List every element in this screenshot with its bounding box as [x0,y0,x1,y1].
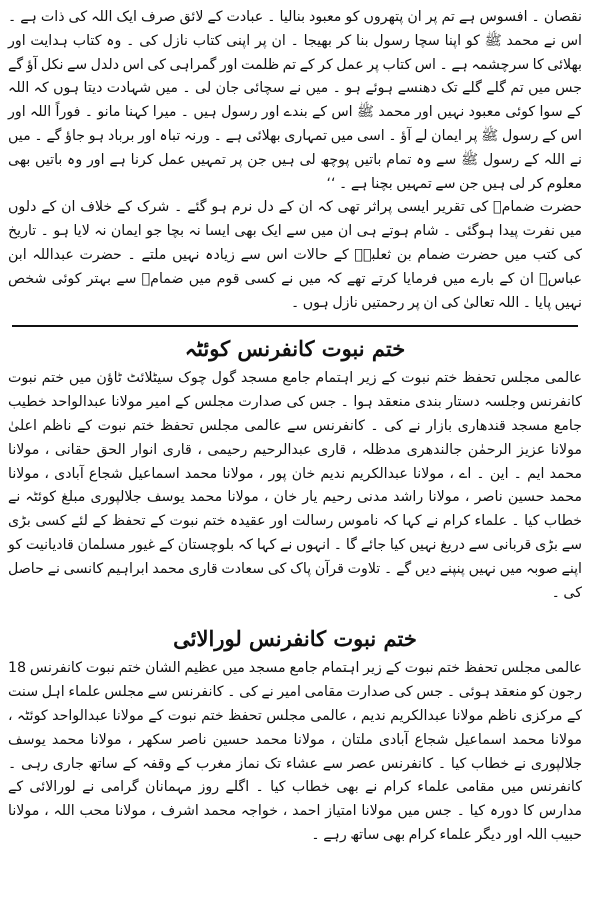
paragraph-quetta: عالمی مجلس تحفظ ختم نبوت کے زیر اہتمام جامع مسجد گول چوک سیٹلائٹ ٹاؤن میں ختم نبوت کانفرنس وجلسہ دستار بندی منعقد ہوا ۔ جس کی صدارت مجلس کے امیر مولانا عبدالواحد خطیب جامع مسجد قندھاری بازار نے کی ۔ کانفرنس سے عالمی مجلس تحفظ ختم نبوت کے ناظم اعلیٰ مولانا عزیز الرحمٰن جالندھری مدظلہ ، قاری عبدالرحیم رحیمی ، قاری انوار الحق حقانی ، مولانا محمد ایم ۔ این ۔ اے ، مولانا عبدالکریم ندیم خان پور ، مولانا محمد اسماعیل شجاع آبادی ، مولانا محمد حسین ناصر ، مولانا راشد مدنی رحیم یار خان ، مولانا محمد یوسف جلالپوری مبلغ کوئٹہ نے خطاب کیا ۔ علماء کرام نے کہا کہ ناموس رسالت اور عقیدہ ختم نبوت کے تحفظ کے لئے کسی بڑی سے بڑی قربانی سے دریغ نہیں کیا جائے گا ۔ انہوں نے کہا کہ بلوچستان کے غیور مسلمان قادیانیت کو اپنے صوبہ میں نہیں پنپنے دیں گے ۔ تلاوت قرآن پاک کی سعادت قاری محمد ابراہیم کانسی نے حاصل کی ۔ [8,370,582,601]
section-divider [12,325,578,327]
section-heading-quetta: ختم نبوت کانفرنس کوئٹہ [184,336,406,362]
paragraph-loralai: عالمی مجلس تحفظ ختم نبوت کے زیر اہتمام جامع مسجد میں عظیم الشان ختم نبوت کانفرنس 18 رجون کو منعقد ہوئی ۔ جس کی صدارت مقامی امیر نے کی ۔ کانفرنس سے مجلس علماء اہل سنت کے مرکزی ناظم مولانا عبدالکریم ندیم ، عالمی مجلس تحفظ ختم نبوت کے مولانا عبدالواحد کوئٹہ ، مولانا محمد اسماعیل شجاع آبادی ملتان ، مولانا محمد حسین ناصر سکھر ، مولانا محمد یوسف جلالپوری نے خطاب کیا ۔ کانفرنس عصر سے عشاء تک نماز مغرب کے وقفہ کے ساتھ جاری رہی ۔ کانفرنس میں مقامی علماء کرام نے بھی خطاب کیا ۔ اگلے روز مہمانان گرامی نے لورالائی کے مدارس کا دورہ کیا ۔ جس میں مولانا امتیاز احمد ، خواجہ محمد اشرف ، مولانا محب اللہ ، مولانا حبیب اللہ اور دیگر علماء کرام بھی ساتھ رہے ۔ [8,660,582,843]
section-heading-loralai: ختم نبوت کانفرنس لورالائی [173,626,417,652]
paragraph-speech: نقصان ۔ افسوس ہے تم پر ان پتھروں کو معبود بنالیا ۔ عبادت کے لائق صرف ایک اللہ کی ذات ہے ۔ اس نے محمد ﷺ کو اپنا سچا رسول بنا کر بھیجا ۔ ان پر اپنی کتاب نازل کی ۔ وہ کتاب ہدایت اور بھلائی کا سرچشمہ ہے ۔ اس کتاب پر عمل کر کے تم ظلمت اور گمراہی کی اس دلدل سے نکل آؤ گے جس میں تم گلے گلے تک دھنسے ہوئے ہو ۔ میں نے سچائی جان لی ۔ میں شہادت دیتا ہوں کہ اللہ کے سوا کوئی معبود نہیں اور محمد ﷺ اس کے بندے اور رسول ہیں ۔ میرا کہنا مانو ۔ فوراً اللہ اور اس کے رسول ﷺ پر ایمان لے آؤ ۔ اسی میں تمہاری بھلائی ہے ۔ ورنہ تباہ اور برباد ہو جاؤ گے ۔ میں نے اللہ کے رسول ﷺ سے وہ تمام باتیں پوچھ لی ہیں جن پر تمہیں عمل کرنا ہے اور وہ باتیں بھی معلوم کر لی ہیں جن سے تمہیں بچنا ہے ۔ ‘‘ [8,9,582,192]
paragraph-dimam: حضرت ضمامؓ کی تقریر ایسی پراثر تھی کہ ان کے دل نرم ہو گئے ۔ شرک کے خلاف ان کے دلوں میں نفرت پیدا ہوگئی ۔ شام ہوتے ہی ان میں سے ایک بھی ایسا نہ بچا جو ایمان نہ لایا ہو ۔ تاریخ کی کتب میں حضرت ضمام بن ثعلبہؓ کے حالات اس سے زیادہ نہیں ملتے ۔ حضرت عبداللہ ابن عباسؓ ان کے بارے میں فرمایا کرتے تھے کہ میں نے کسی قوم میں ضمامؓ سے بہتر کوئی شخص نہیں پایا ۔ اللہ تعالیٰ کی ان پر رحمتیں نازل ہوں ۔ [8,199,582,311]
